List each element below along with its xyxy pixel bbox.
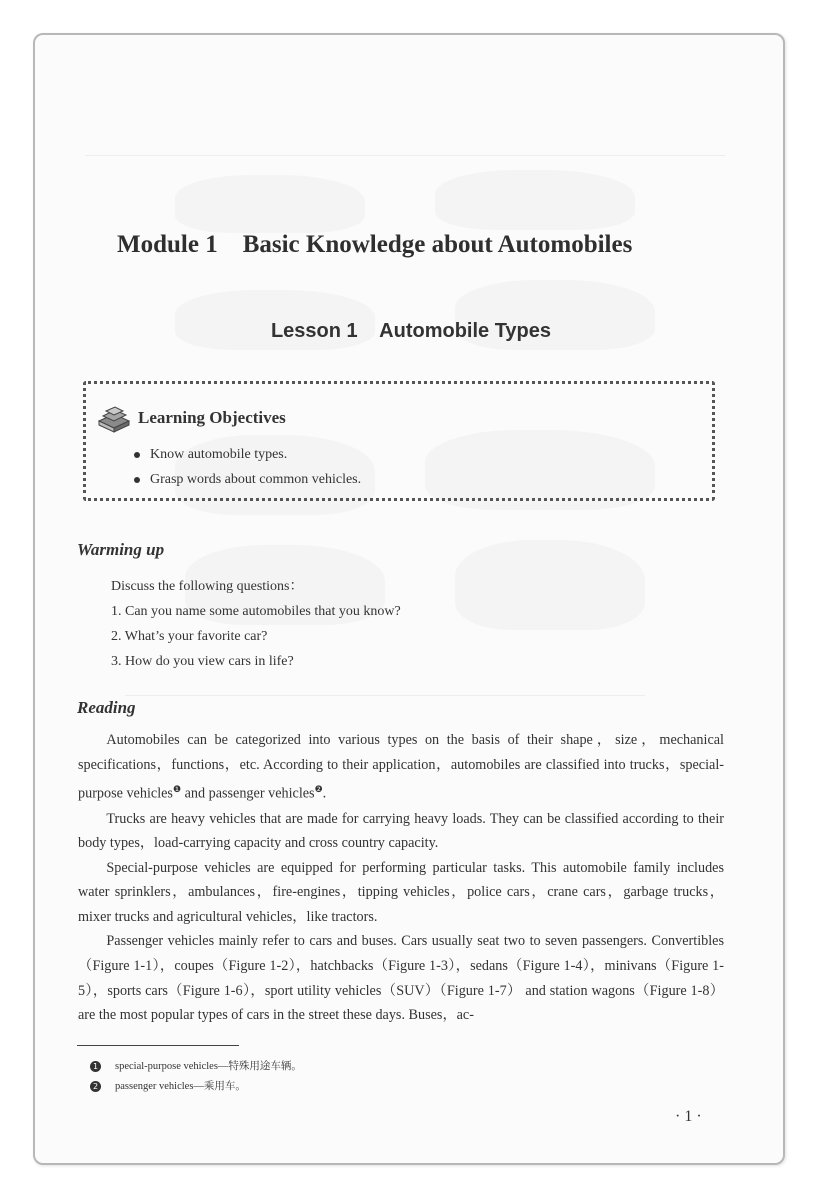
list-item: 3. How do you view cars in life?	[111, 654, 294, 669]
bleed-through-line	[85, 155, 725, 156]
paragraph-text: Automobiles can be categorized into various types on the basis of their shape，size，mechanical specifications，functions，etc. According to their application，automobiles are classified into trucks，special-purpose vehicles	[78, 732, 724, 802]
list-item: 2. What’s your favorite car?	[111, 629, 268, 644]
warming-up-heading: Warming up	[77, 540, 165, 559]
paragraph: Special-purpose vehicles are equipped for performing particular tasks. This automobile family includes water sprinklers，ambulances，fire-engines，tipping vehicles，police cars，crane cars，garbage trucks，mixer trucks and agricultural vehicles，like tractors.	[78, 859, 724, 925]
paragraph: Trucks are heavy vehicles that are made for carrying heavy loads. They can be classified according to their body types，load-carrying capacity and cross country capacity.	[78, 810, 724, 852]
module-title: Module 1 Basic Knowledge about Automobiles	[117, 231, 633, 258]
bleed-through-car	[435, 170, 635, 230]
bleed-through-line	[125, 695, 645, 696]
paragraph: Passenger vehicles mainly refer to cars and buses. Cars usually seat two to seven passengers. Convertibles（Figure 1-1），coupes（Figure 1-2），hatchbacks（Figure 1-3），sedans（Figure 1-4），minivans（Figure 1-5），sports cars（Figure 1-6），sport utility vehicles（SUV）（Figure 1-7） and station wagons（Figure 1-8） are the most popular types of cars in the street these days. Buses，ac-	[78, 933, 724, 1024]
list-item: 1. Can you name some automobiles that you know?	[111, 604, 401, 619]
footnote-ref: ❷	[314, 784, 323, 795]
bleed-through-car	[175, 175, 365, 233]
paragraph	[78, 728, 724, 807]
warming-up-questions	[111, 574, 401, 674]
books-icon	[96, 404, 132, 434]
list-item: Discuss the following questions：	[111, 579, 304, 594]
lesson-title: Lesson 1 Automobile Types	[270, 320, 552, 342]
list-item: Grasp words about common vehicles.	[132, 467, 361, 492]
learning-objectives-heading: Learning Objectives	[138, 408, 286, 427]
footnote-divider	[77, 1045, 239, 1046]
footnote-text: special-purpose vehicles—特殊用途车辆。	[115, 1061, 302, 1072]
reading-body	[78, 728, 724, 1028]
paragraph-text: and passenger vehicles	[181, 785, 315, 802]
reading-heading: Reading	[77, 698, 136, 717]
footnote-number: 1	[90, 1061, 101, 1072]
footnote-ref: ❶	[172, 784, 182, 795]
footnotes	[90, 1057, 302, 1097]
footnote-text: passenger vehicles—乘用车。	[115, 1081, 246, 1092]
objectives-list	[132, 442, 361, 492]
page-number: · 1 ·	[675, 1108, 702, 1125]
learning-objectives-box	[83, 381, 715, 501]
footnote-number: 2	[90, 1081, 101, 1092]
footnote	[90, 1057, 302, 1077]
book-page	[33, 33, 785, 1165]
list-item: Know automobile types.	[132, 442, 361, 467]
paragraph-text: .	[322, 785, 327, 802]
bleed-through-car	[455, 540, 645, 630]
footnote	[90, 1077, 302, 1097]
